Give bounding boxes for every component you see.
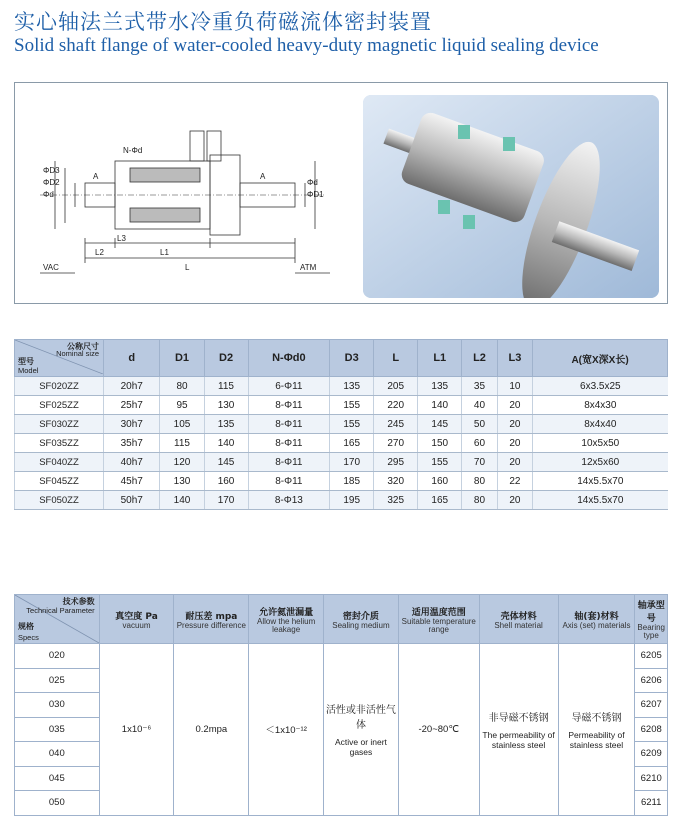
model-cell: SF025ZZ [15,396,104,415]
bearing-cell: 6206 [635,668,668,693]
table-cell: 135 [204,415,248,434]
table-cell: 60 [462,434,497,453]
technical-parameters-table [14,594,668,816]
table-cell: 8-Φ11 [248,472,330,491]
header-bearing-cn: 轴承型号 [637,601,665,624]
table-cell: 35 [462,377,497,396]
bearing-cell: 6207 [635,693,668,718]
table-cell: 145 [418,415,462,434]
table-row [15,472,668,491]
table-cell: 140 [204,434,248,453]
table-cell: 325 [374,491,418,510]
table-cell: 35h7 [104,434,160,453]
table1-corner-top-cn: 公称尺寸 [67,342,99,351]
table-cell: 20 [497,491,532,510]
dimensions-table [14,339,668,510]
table-cell: 130 [204,396,248,415]
table-cell: 95 [160,396,204,415]
table-cell: 80 [462,491,497,510]
header-axis-en: Axis (set) materials [562,620,631,630]
table-cell: 170 [204,491,248,510]
table-cell: 20 [497,396,532,415]
table-cell: 160 [418,472,462,491]
table-cell: 295 [374,453,418,472]
table-cell: 70 [462,453,497,472]
table-cell: 80 [160,377,204,396]
table-cell: 6-Φ11 [248,377,330,396]
spec-cell: 020 [15,644,100,669]
table-cell: 14x5.5x70 [533,491,668,510]
table1-header-l: L [374,340,418,377]
table2-header-leakage [249,595,324,644]
vacuum-value: 1x10⁻⁶ [99,644,174,816]
table1-header-l1: L1 [418,340,462,377]
table-cell: 105 [160,415,204,434]
drawing-label-l3: L3 [117,234,126,243]
table1-header-d: d [104,340,160,377]
spec-cell: 045 [15,766,100,791]
table-cell: 165 [330,434,374,453]
table-cell: 40h7 [104,453,160,472]
table-cell: 320 [374,472,418,491]
table-cell: 140 [160,491,204,510]
table-cell: 12x5x60 [533,453,668,472]
header-leakage-cn: 允许氦泄漏量 [259,607,314,618]
pressure-value: 0.2mpa [174,644,249,816]
table-cell: 185 [330,472,374,491]
table1-header-a: A(宽X深X长) [533,340,668,377]
header-bearing-en: Bearing type [637,623,665,640]
table-cell: 140 [418,396,462,415]
table-cell: 145 [204,453,248,472]
title-chinese: 实心轴法兰式带水冷重负荷磁流体密封装置 [14,10,432,34]
table-cell: 150 [418,434,462,453]
table2-corner-bottom-cn: 规格 [18,622,34,631]
leakage-value: ＜1x10⁻¹² [249,644,324,816]
drawing-label-d2: ΦD2 [43,178,60,187]
table2-corner-header [15,595,100,644]
drawing-label-l: L [185,263,190,272]
table2-header-temperature [398,595,479,644]
model-cell: SF030ZZ [15,415,104,434]
table1-body [15,377,668,510]
table-cell: 135 [330,377,374,396]
table2-header-medium [324,595,399,644]
temperature-value: -20~80℃ [398,644,479,816]
medium-value [324,644,399,816]
table-cell: 8-Φ11 [248,453,330,472]
table-cell: 8-Φ11 [248,396,330,415]
table2-corner-top-en: Technical Parameter [26,606,95,615]
table-row [15,491,668,510]
table-row [15,396,668,415]
product-photo [363,95,659,298]
bearing-cell: 6210 [635,766,668,791]
title-english: Solid shaft flange of water-cooled heavy-duty magnetic liquid sealing device [14,35,599,56]
table2-corner-top-cn: 技术参数 [62,597,95,606]
drawing-label-d-left: Φd [43,190,54,199]
table-cell: 6x3.5x25 [533,377,668,396]
table2-header-shell [479,595,558,644]
table2-header-bearing [635,595,668,644]
table1-header-n-d0: N-Φd0 [248,340,330,377]
table-cell: 50h7 [104,491,160,510]
table-cell: 220 [374,396,418,415]
table1-corner-bottom-cn: 型号 [18,357,34,366]
drawing-label-d3: ΦD3 [43,166,60,175]
table-cell: 22 [497,472,532,491]
axis-material-value [558,644,635,816]
bearing-cell: 6208 [635,717,668,742]
header-temperature-cn: 适用温度范围 [411,607,466,618]
header-medium-en: Sealing medium [332,620,390,630]
axis-en: Permeability of stainless steel [568,729,625,750]
header-leakage-en: Allow the helium leakage [257,616,316,634]
spec-cell: 050 [15,791,100,816]
table1-header-d2: D2 [204,340,248,377]
header-medium-cn: 密封介质 [342,611,379,622]
table2-header-vacuum [99,595,174,644]
table1-corner-top-en: Nominal size [56,349,99,358]
table-cell: 8x4x40 [533,415,668,434]
table-cell: 20 [497,415,532,434]
table-cell: 115 [160,434,204,453]
table1-corner-bottom-en: Model [18,366,39,375]
figure-frame [14,82,668,304]
axis-cn: 导磁不锈钢 [571,712,622,724]
table-cell: 160 [204,472,248,491]
table1-header-l2: L2 [462,340,497,377]
table1-corner-header [15,340,104,377]
table-cell: 130 [160,472,204,491]
table-row [15,377,668,396]
model-cell: SF020ZZ [15,377,104,396]
spec-cell: 040 [15,742,100,767]
shell-en: The permeability of stainless steel [482,729,555,750]
header-pressure-en: Pressure difference [176,620,246,630]
table1-header-d3: D3 [330,340,374,377]
table-cell: 20 [497,453,532,472]
table-cell: 14x5.5x70 [533,472,668,491]
header-pressure-cn: 耐压差 mpa [185,611,238,622]
table-cell: 245 [374,415,418,434]
shell-cn: 非导磁不锈钢 [488,712,549,724]
table-cell: 8-Φ13 [248,491,330,510]
medium-en: Active or inert gases [334,737,387,758]
table-cell: 30h7 [104,415,160,434]
spec-cell: 035 [15,717,100,742]
table-cell: 80 [462,472,497,491]
table2-corner-bottom-en: Specs [18,633,39,642]
table-cell: 165 [418,491,462,510]
drawing-label-n-d: N-Φd [123,146,143,155]
model-cell: SF040ZZ [15,453,104,472]
table-cell: 20 [497,434,532,453]
drawing-label-d-right: Φd [307,178,318,187]
table2-header-axis [558,595,635,644]
header-temperature-en: Suitable temperature range [401,616,476,634]
header-axis-cn: 轴(套)材料 [574,611,619,622]
table-cell: 115 [204,377,248,396]
table-cell: 170 [330,453,374,472]
table-row [15,415,668,434]
header-shell-en: Shell material [494,620,543,630]
table-cell: 45h7 [104,472,160,491]
table2-header-pressure [174,595,249,644]
model-cell: SF035ZZ [15,434,104,453]
table-cell: 8-Φ11 [248,415,330,434]
table-cell: 135 [418,377,462,396]
table-cell: 195 [330,491,374,510]
table1-header-d1: D1 [160,340,204,377]
model-cell: SF050ZZ [15,491,104,510]
spec-cell: 030 [15,693,100,718]
drawing-label-a-left: A [93,172,99,181]
shell-material-value [479,644,558,816]
table-cell: 205 [374,377,418,396]
medium-cn: 活性或非活性气体 [325,705,396,732]
drawing-label-l1: L1 [160,248,169,257]
table-cell: 50 [462,415,497,434]
table-cell: 155 [330,396,374,415]
bearing-cell: 6211 [635,791,668,816]
drawing-label-d1: ΦD1 [307,190,324,199]
header-vacuum-en: vacuum [122,620,151,630]
bearing-cell: 6209 [635,742,668,767]
table-cell: 155 [330,415,374,434]
table-row [15,453,668,472]
table-cell: 120 [160,453,204,472]
table-cell: 25h7 [104,396,160,415]
spec-cell: 025 [15,668,100,693]
technical-drawing [35,113,335,283]
drawing-label-atm: ATM [300,263,317,272]
header-vacuum-cn: 真空度 Pa [115,611,158,622]
header-shell-cn: 壳体材料 [500,611,537,622]
bearing-cell: 6205 [635,644,668,669]
table-cell: 40 [462,396,497,415]
model-cell: SF045ZZ [15,472,104,491]
table-row [15,434,668,453]
drawing-label-a-right: A [260,172,266,181]
table-cell: 10 [497,377,532,396]
drawing-label-l2: L2 [95,248,104,257]
table-cell: 8x4x30 [533,396,668,415]
table-cell: 270 [374,434,418,453]
table-cell: 8-Φ11 [248,434,330,453]
table1-header-l3: L3 [497,340,532,377]
table-cell: 20h7 [104,377,160,396]
table-cell: 155 [418,453,462,472]
drawing-label-vac: VAC [43,263,59,272]
table-cell: 10x5x50 [533,434,668,453]
